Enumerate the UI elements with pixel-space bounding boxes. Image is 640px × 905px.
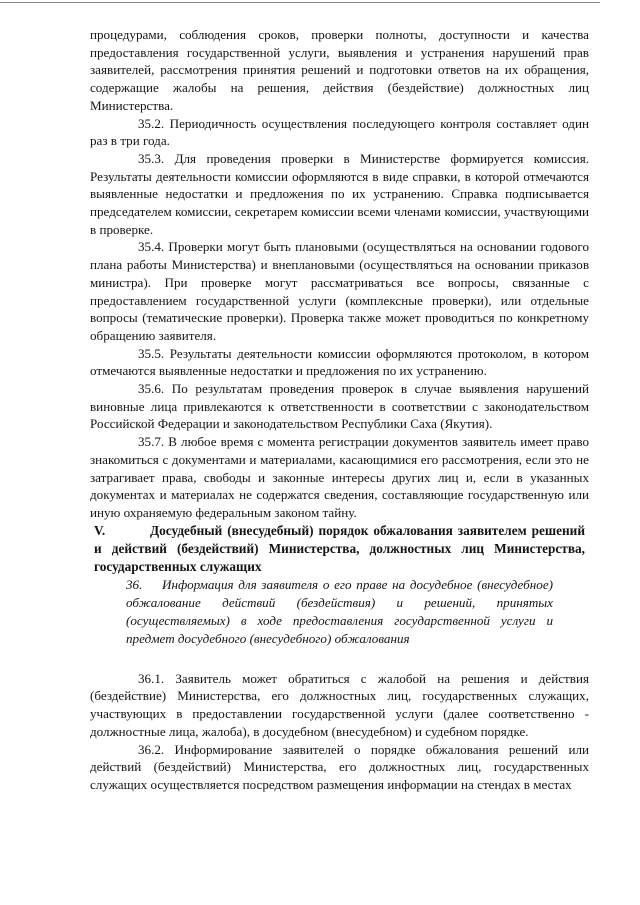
page-top-rule (0, 2, 600, 3)
paragraph-35-6: 35.6. По результатам проведения проверок в случае выявления нарушений виновные лица привлекаются к ответственности в соответствии с законодательством Российской Федерации и законодательством Республики Саха (Якутия). (90, 381, 589, 432)
paragraph-35-7: 35.7. В любое время с момента регистрации документов заявитель имеет право знакомиться с документами и материалами, касающимися его рассмотрения, если это не затрагивает права, свободы и законные интересы других лиц и, если в указанных документах и материалах не содержатся сведения, составляющие государственную или иную охраняемую федеральным законом тайну. (90, 434, 589, 520)
paragraph-36-2: 36.2. Информирование заявителей о порядке обжалования решений или действий (бездействий) Министерства, его должностных лиц, государственных служащих осуществляется посредством размещения информации на стендах в местах (90, 741, 589, 792)
intro-paragraph: процедурами, соблюдения сроков, проверки полноты, доступности и качества предоставления государственной услуги, выявления и устранения нарушений прав заявителей, рассмотрения принятия решений и подготовки ответов на их обращения, содержащие жалобы на решения, действия (бездействие) должностных лиц Министерства. (90, 27, 589, 113)
subsection-number: 36. (126, 576, 143, 592)
paragraph-35-4: 35.4. Проверки могут быть плановыми (осуществляться на основании годового плана работы Министерства) и внеплановыми (осуществляться на основании приказов министра). При проверке могут рассматриваться все вопросы, связанные с предоставлением государственной услуги (комплексные проверки), или отдельные вопросы (тематические проверки). Проверка также может проводиться по конкретному обращению заявителя. (90, 239, 589, 343)
section-number: V. (94, 522, 106, 538)
subsection-heading (90, 576, 589, 648)
paragraph-36-1: 36.1. Заявитель может обратиться с жалобой на решения и действия (бездействие) Министерства, его должностных лиц, государственных служащих, участвующих в предоставлении государственной услуги (далее соответственно - должностные лица, жалоба), в досудебном (внесудебном) и судебном порядке. (90, 670, 589, 739)
section-title-text: Досудебный (внесудебный) порядок обжалования заявителем решений и действий (бездействий) Министерства, должностных лиц Министерства, государственных служащих (94, 522, 585, 574)
paragraph-35-5: 35.5. Результаты деятельности комиссии оформляются протоколом, в котором отмечаются выявленные недостатки и предложения по их устранению. (90, 345, 589, 379)
paragraph-35-3: 35.3. Для проведения проверки в Министерстве формируется комиссия. Результаты деятельности комиссии оформляются в виде справки, в которой отмечаются выявленные недостатки и предложения по их устранению. Справка подписывается председателем комиссии, секретарем комиссии всеми членами комиссии, участвующими в проверке. (90, 150, 589, 237)
paragraph-35-2: 35.2. Периодичность осуществления последующего контроля составляет один раз в три года. (90, 115, 589, 149)
section-heading (90, 522, 589, 576)
document-page (90, 26, 589, 794)
subsection-title-text: Информация для заявителя о его праве на досудебное (внесудебное) обжалование действий (бездействия) и решений, принятых (осуществляемых) в ходе предоставления государственной услуги и предмет досудебного (внесудебного) обжалования (126, 576, 553, 646)
